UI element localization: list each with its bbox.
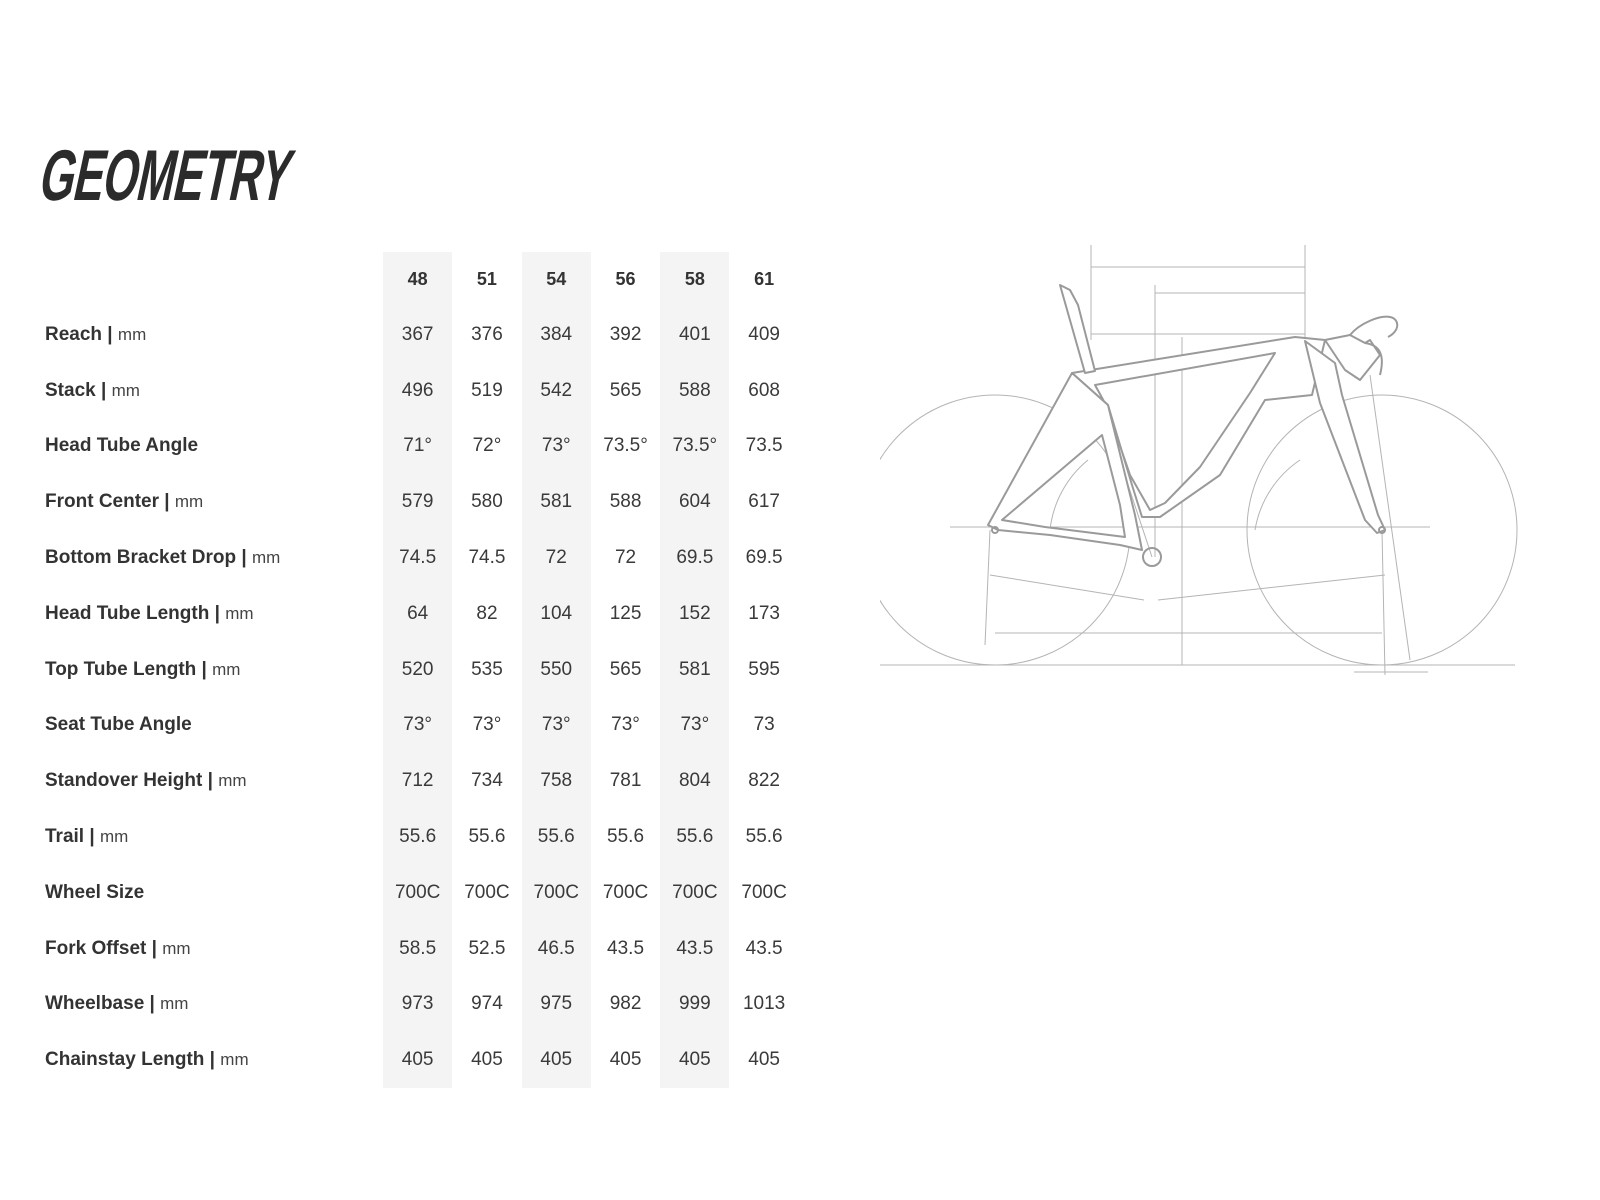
- metric-label: [40, 921, 383, 977]
- metric-name: Bottom Bracket Drop: [45, 547, 237, 569]
- table-cell: 581: [660, 642, 729, 698]
- table-cell: 700C: [522, 865, 591, 921]
- table-cell: 595: [748, 658, 780, 680]
- table-cell: 588: [609, 491, 642, 513]
- table-cell: 152: [660, 586, 729, 642]
- bike-geometry-diagram-icon: [880, 245, 1560, 695]
- table-cell: 581: [522, 474, 591, 530]
- table-row: [40, 698, 799, 754]
- table-cell: 73: [753, 714, 775, 736]
- table-cell: 700C: [602, 881, 649, 903]
- table-cell: 69.5: [745, 547, 783, 569]
- table-cell: 588: [660, 363, 729, 419]
- table-cell: 82: [476, 602, 498, 624]
- metric-unit: mm: [220, 1050, 249, 1070]
- table-cell: 973: [383, 977, 452, 1033]
- table-cell: 405: [609, 1049, 642, 1071]
- table-cell: 125: [609, 602, 642, 624]
- table-row: [40, 977, 799, 1033]
- unit-separator: |: [95, 379, 112, 401]
- metric-unit: mm: [212, 659, 241, 679]
- table-cell: 579: [383, 474, 452, 530]
- metric-name: Reach: [45, 323, 103, 345]
- unit-separator: |: [204, 1049, 221, 1071]
- size-header: 61: [754, 269, 775, 289]
- unit-separator: |: [146, 937, 163, 959]
- table-cell: 74.5: [468, 547, 506, 569]
- metric-name: Standover Height: [45, 770, 203, 792]
- header-spacer: [40, 252, 383, 307]
- table-row: [40, 753, 799, 809]
- metric-unit: mm: [162, 938, 191, 958]
- metric-unit: mm: [251, 548, 281, 568]
- table-cell: 496: [383, 363, 452, 419]
- table-row: [40, 586, 799, 642]
- metric-label: [40, 419, 383, 475]
- size-header: 51: [476, 269, 497, 289]
- table-cell: 822: [748, 770, 780, 792]
- table-cell: 520: [383, 642, 452, 698]
- metric-unit: mm: [117, 324, 147, 344]
- table-cell: 535: [471, 658, 503, 680]
- unit-separator: |: [84, 826, 100, 848]
- table-cell: 974: [471, 993, 503, 1015]
- table-cell: 700C: [741, 881, 787, 903]
- table-cell: 73.5°: [660, 419, 729, 475]
- table-row: [40, 921, 799, 977]
- geometry-table: [40, 252, 799, 1088]
- metric-label: [40, 698, 383, 754]
- unit-separator: |: [144, 993, 161, 1015]
- table-cell: 55.6: [383, 809, 452, 865]
- table-row: [40, 419, 799, 475]
- table-cell: 617: [748, 491, 780, 513]
- table-cell: 565: [609, 658, 642, 680]
- table-row: [40, 1032, 799, 1088]
- table-cell: 55.6: [468, 826, 506, 848]
- size-header: 54: [522, 252, 591, 307]
- table-cell: 1013: [742, 993, 786, 1015]
- table-cell: 975: [522, 977, 591, 1033]
- table-cell: 73.5: [745, 435, 783, 457]
- table-cell: 405: [748, 1049, 780, 1071]
- metric-name: Front Center: [45, 491, 159, 513]
- table-row: [40, 809, 799, 865]
- metric-label: [40, 530, 383, 586]
- metric-unit: mm: [225, 603, 254, 623]
- table-cell: 405: [471, 1049, 503, 1071]
- table-cell: 565: [609, 379, 642, 401]
- size-header: 48: [383, 252, 452, 307]
- table-cell: 519: [471, 379, 503, 401]
- table-cell: 69.5: [660, 530, 729, 586]
- metric-unit: mm: [174, 492, 204, 512]
- table-cell: 73°: [522, 419, 591, 475]
- table-cell: 700C: [383, 865, 452, 921]
- table-cell: 405: [660, 1032, 729, 1088]
- table-row: [40, 474, 799, 530]
- table-cell: 64: [383, 586, 452, 642]
- metric-label: [40, 642, 383, 698]
- metric-name: Wheel Size: [45, 881, 145, 903]
- metric-unit: mm: [160, 994, 189, 1014]
- metric-name: Seat Tube Angle: [45, 714, 192, 736]
- table-cell: 608: [748, 379, 780, 401]
- table-cell: 43.5: [660, 921, 729, 977]
- unit-separator: |: [236, 547, 252, 569]
- metric-label: [40, 753, 383, 809]
- table-cell: 409: [748, 323, 780, 345]
- table-cell: 72: [522, 530, 591, 586]
- table-cell: 73°: [611, 714, 640, 736]
- metric-name: Trail: [45, 826, 85, 848]
- table-row: [40, 530, 799, 586]
- metric-label: [40, 1032, 383, 1088]
- table-cell: 52.5: [468, 937, 506, 959]
- metric-label: [40, 865, 383, 921]
- metric-name: Head Tube Length: [45, 602, 210, 624]
- table-cell: 71°: [383, 419, 452, 475]
- table-row: [40, 865, 799, 921]
- metric-unit: mm: [99, 827, 129, 847]
- metric-unit: mm: [218, 771, 247, 791]
- table-cell: 46.5: [522, 921, 591, 977]
- table-cell: 376: [471, 323, 503, 345]
- table-cell: 700C: [660, 865, 729, 921]
- table-cell: 73°: [660, 698, 729, 754]
- size-header: 58: [660, 252, 729, 307]
- size-header: 56: [615, 269, 636, 289]
- table-cell: 173: [748, 602, 780, 624]
- table-cell: 982: [609, 993, 642, 1015]
- table-cell: 604: [660, 474, 729, 530]
- table-cell: 999: [660, 977, 729, 1033]
- table-row: [40, 642, 799, 698]
- unit-separator: |: [159, 491, 175, 513]
- metric-name: Fork Offset: [45, 937, 147, 959]
- metric-name: Top Tube Length: [45, 658, 197, 680]
- table-cell: 700C: [464, 881, 510, 903]
- table-cell: 73°: [383, 698, 452, 754]
- table-cell: 392: [609, 323, 642, 345]
- table-cell: 43.5: [745, 937, 783, 959]
- table-row: [40, 307, 799, 363]
- table-cell: 74.5: [383, 530, 452, 586]
- table-cell: 804: [660, 753, 729, 809]
- table-cell: 104: [522, 586, 591, 642]
- table-cell: 55.6: [607, 826, 645, 848]
- table-cell: 72: [614, 547, 637, 569]
- unit-separator: |: [196, 658, 213, 680]
- metric-name: Chainstay Length: [45, 1049, 205, 1071]
- table-cell: 55.6: [522, 809, 591, 865]
- table-row: [40, 363, 799, 419]
- table-cell: 550: [522, 642, 591, 698]
- unit-separator: |: [202, 770, 219, 792]
- table-cell: 55.6: [660, 809, 729, 865]
- table-cell: 712: [383, 753, 452, 809]
- metric-label: [40, 363, 383, 419]
- table-cell: 43.5: [607, 937, 645, 959]
- table-cell: 758: [522, 753, 591, 809]
- metric-name: Stack: [45, 379, 96, 401]
- table-cell: 401: [660, 307, 729, 363]
- page-title: GEOMETRY: [33, 136, 300, 216]
- metric-name: Wheelbase: [45, 993, 145, 1015]
- table-cell: 73°: [472, 714, 502, 736]
- unit-separator: |: [102, 323, 118, 345]
- table-cell: 73°: [522, 698, 591, 754]
- unit-separator: |: [209, 602, 226, 624]
- metric-label: [40, 474, 383, 530]
- size-header-row: [40, 252, 799, 307]
- table-cell: 55.6: [745, 826, 783, 848]
- table-cell: 384: [522, 307, 591, 363]
- metric-label: [40, 586, 383, 642]
- table-cell: 405: [522, 1032, 591, 1088]
- table-cell: 72°: [472, 435, 502, 457]
- metric-unit: mm: [111, 380, 140, 400]
- table-cell: 58.5: [383, 921, 452, 977]
- table-cell: 580: [471, 491, 503, 513]
- metric-label: [40, 307, 383, 363]
- table-cell: 73.5°: [603, 435, 648, 457]
- metric-name: Head Tube Angle: [45, 435, 199, 457]
- table-cell: 781: [609, 770, 642, 792]
- table-cell: 542: [522, 363, 591, 419]
- metric-label: [40, 977, 383, 1033]
- table-cell: 405: [383, 1032, 452, 1088]
- table-cell: 734: [471, 770, 503, 792]
- metric-label: [40, 809, 383, 865]
- table-cell: 367: [383, 307, 452, 363]
